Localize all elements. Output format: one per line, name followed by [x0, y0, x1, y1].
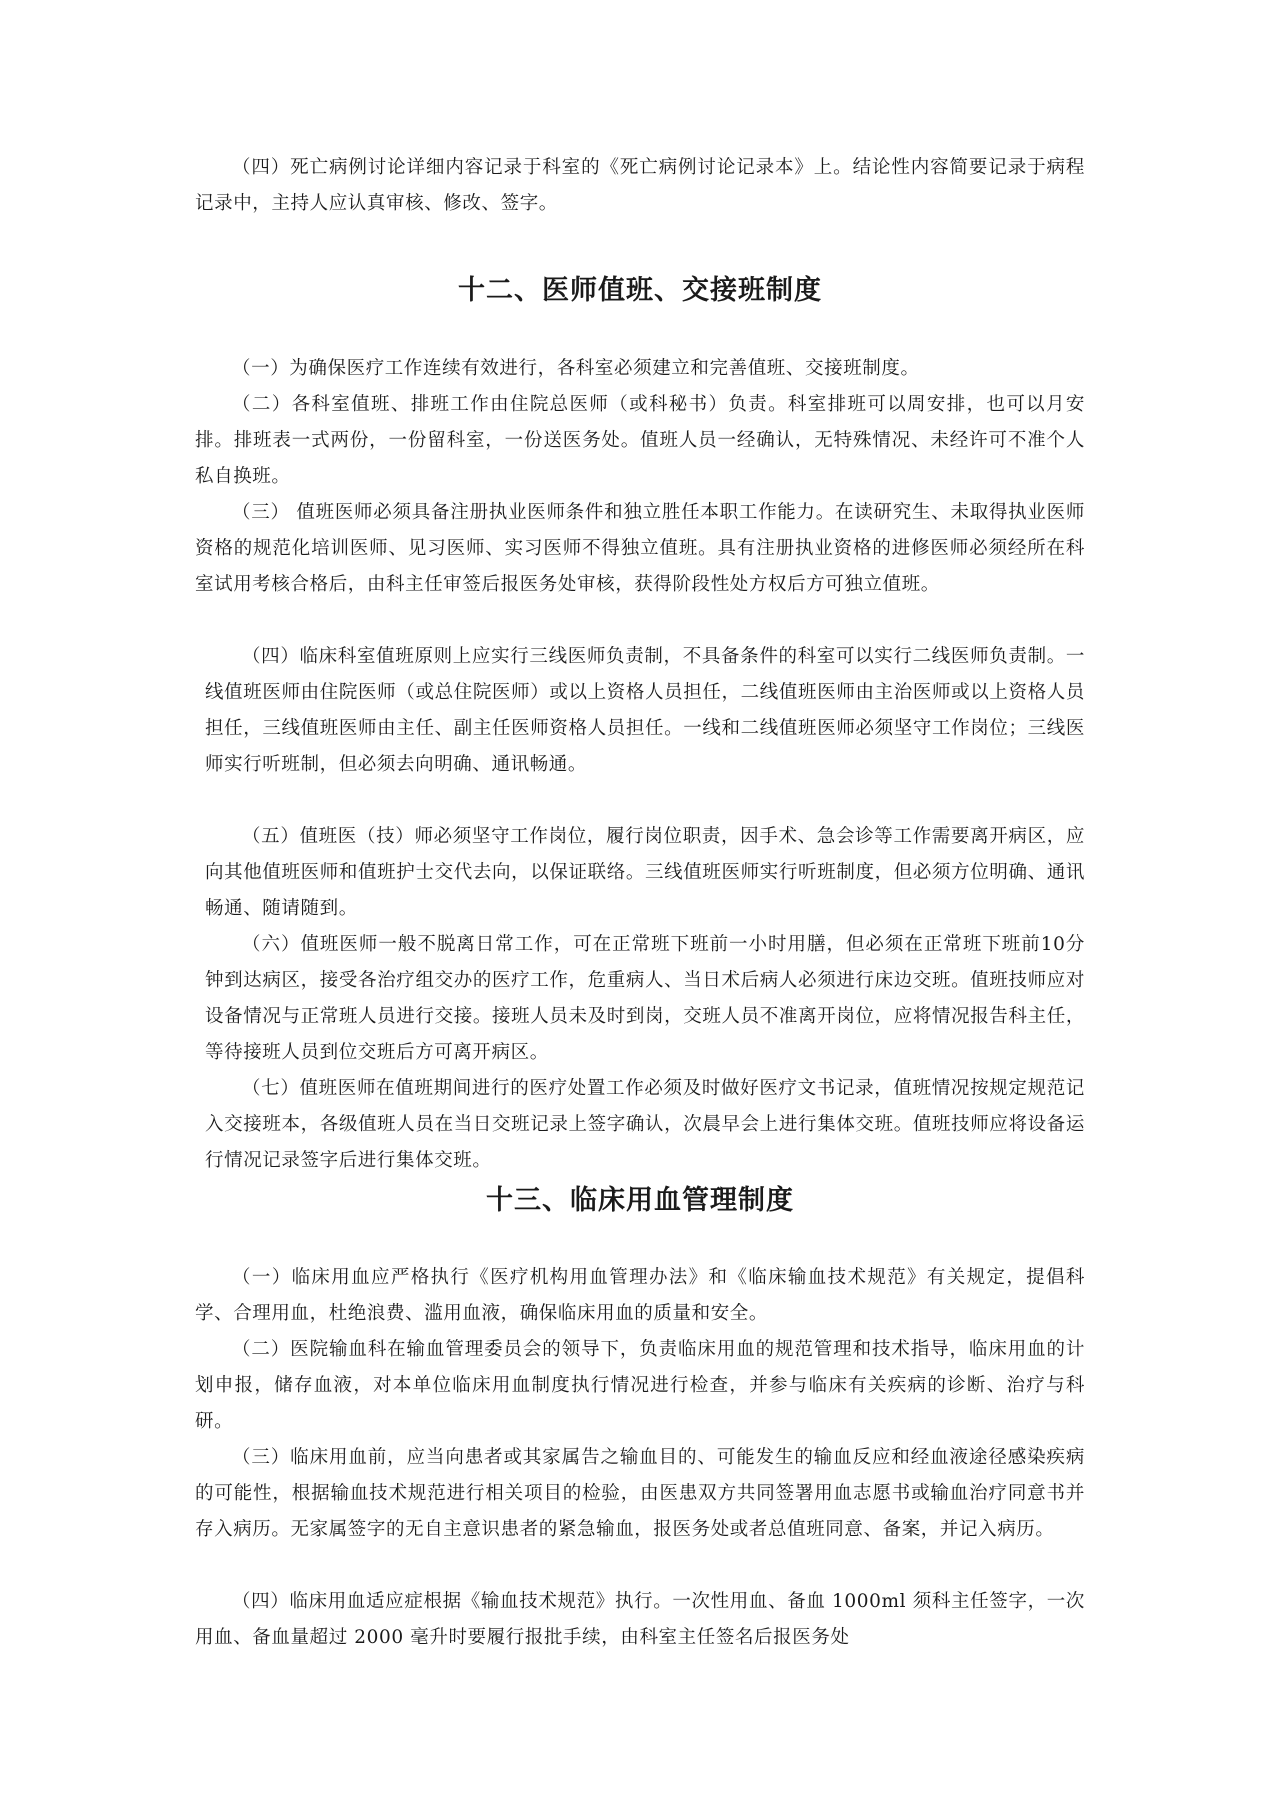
s12-paragraph-3: （三） 值班医师必须具备注册执业医师条件和独立胜任本职工作能力。在读研究生、未取得执业医师资格的规范化培训医师、见习医师、实习医师不得独立值班。具有注册执业资格的进修医师必须经所在科室试用考核合格后，由科主任审签后报医务处审核，获得阶段性处方权后方可独立值班。 [195, 502, 1085, 595]
s13-paragraph-3: （三）临床用血前，应当向患者或其家属告之输血目的、可能发生的输血反应和经血液途径感染疾病的可能性，根据输血技术规范进行相关项目的检验，由医患双方共同签署用血志愿书或输血治疗同意书并存入病历。无家属签字的无自主意识患者的紧急输血，报医务处或者总值班同意、备案，并记入病历。 [195, 1447, 1085, 1540]
s12-paragraph-6: （六）值班医师一般不脱离日常工作，可在正常班下班前一小时用膳，但必须在正常班下班前10分钟到达病区，接受各治疗组交办的医疗工作，危重病人、当日术后病人必须进行床边交班。值班技师应对设备情况与正常班人员进行交接。接班人员未及时到岗，交班人员不准离开岗位，应将情况报告科主任，等待接班人员到位交班后方可离开病区。 [205, 934, 1085, 1063]
s13-paragraph-1: （一）临床用血应严格执行《医疗机构用血管理办法》和《临床输血技术规范》有关规定，提倡科学、合理用血，杜绝浪费、滥用血液，确保临床用血的质量和安全。 [195, 1267, 1085, 1324]
section-12-title: 十二、医师值班、交接班制度 [458, 275, 822, 306]
intro-paragraph-4: （四）死亡病例讨论详细内容记录于科室的《死亡病例讨论记录本》上。结论性内容简要记录于病程记录中，主持人应认真审核、修改、签字。 [195, 157, 1085, 214]
s12-paragraph-2: （二）各科室值班、排班工作由住院总医师（或科秘书）负责。科室排班可以周安排，也可以月安排。排班表一式两份，一份留科室，一份送医务处。值班人员一经确认，无特殊情况、未经许可不准个人私自换班。 [195, 394, 1085, 487]
s12-paragraph-4: （四）临床科室值班原则上应实行三线医师负责制，不具备条件的科室可以实行二线医师负责制。一线值班医师由住院医师（或总住院医师）或以上资格人员担任，二线值班医师由主治医师或以上资格人员担任，三线值班医师由主任、副主任医师资格人员担任。一线和二线值班医师必须坚守工作岗位；三线医师实行听班制，但必须去向明确、通讯畅通。 [205, 646, 1085, 775]
s12-paragraph-5: （五）值班医（技）师必须坚守工作岗位，履行岗位职责，因手术、急会诊等工作需要离开病区，应向其他值班医师和值班护士交代去向，以保证联络。三线值班医师实行听班制度，但必须方位明确、通讯畅通、随请随到。 [205, 826, 1085, 919]
s12-paragraph-7: （七）值班医师在值班期间进行的医疗处置工作必须及时做好医疗文书记录，值班情况按规定规范记入交接班本，各级值班人员在当日交班记录上签字确认，次晨早会上进行集体交班。值班技师应将设备运行情况记录签字后进行集体交班。 [205, 1078, 1085, 1171]
s13-paragraph-4: （四）临床用血适应症根据《输血技术规范》执行。一次性用血、备血 1000ml 须科主任签字，一次用血、备血量超过 2000 毫升时要履行报批手续，由科室主任签名后报医务处 [195, 1591, 1085, 1648]
section-13-title: 十三、临床用血管理制度 [486, 1185, 794, 1216]
s13-paragraph-2: （二）医院输血科在输血管理委员会的领导下，负责临床用血的规范管理和技术指导，临床用血的计划申报，储存血液，对本单位临床用血制度执行情况进行检查，并参与临床有关疾病的诊断、治疗与科研。 [195, 1339, 1085, 1432]
s12-paragraph-1: （一）为确保医疗工作连续有效进行，各科室必须建立和完善值班、交接班制度。 [232, 358, 920, 379]
